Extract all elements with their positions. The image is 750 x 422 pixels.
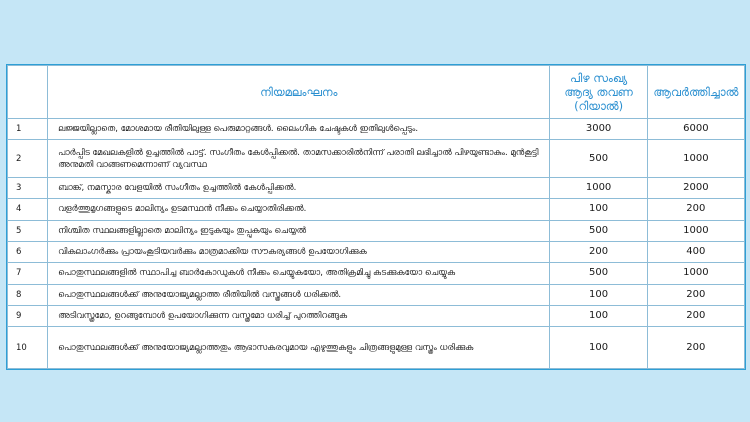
row-repeat: 200 — [647, 199, 744, 220]
header-violation: നിയമലംഘനം — [48, 66, 550, 119]
row-fine: 100 — [550, 199, 647, 220]
row-repeat: 6000 — [647, 119, 744, 140]
row-number: 7 — [8, 263, 48, 284]
row-repeat: 200 — [647, 284, 744, 305]
row-fine: 100 — [550, 284, 647, 305]
header-fine: പിഴ സംഖ്യ ആദ്യ തവണ (റിയാൽ) — [550, 66, 647, 119]
row-violation: പാർപ്പിട മേഖലകളിൽ ഉച്ചത്തിൽ പാട്ട്. സംഗീതം കേൾപ്പിക്കൽ. താമസക്കാരിൽനിന്ന് പരാതി ലഭിച്ചാൽ പിഴയുണ്ടാകും. മുൻകൂട്ടി അനുമതി വാങ്ങണമെന്നാണ് വ്യവസ്ഥ — [48, 140, 550, 178]
row-number: 1 — [8, 119, 48, 140]
row-violation: നിശ്ചിത സ്ഥലങ്ങളില്ലാതെ മാലിന്യം ഇടുകയും തുപ്പുകയും ചെയ്യൽ — [48, 220, 550, 241]
row-number: 10 — [8, 327, 48, 369]
table-row — [8, 220, 745, 241]
table-row — [8, 140, 745, 178]
row-number: 5 — [8, 220, 48, 241]
row-violation: വളർത്തുമൃഗങ്ങളുടെ മാലിന്യം ഉടമസ്ഥൻ നീക്കം ചെയ്യാതിരിക്കൽ. — [48, 199, 550, 220]
row-violation: പൊതുസ്ഥലങ്ങൾക്ക് അനുയോജ്യമല്ലാത്തതും ആഭാസകരവുമായ എഴുത്തുകളും ചിത്രങ്ങളുമുള്ള വസ്ത്രം ധരിക്കുക — [48, 327, 550, 369]
table-row — [8, 263, 745, 284]
row-violation: ബാങ്ക്, നമസ്കാര വേളയിൽ സംഗീതം ഉച്ചത്തിൽ കേൾപ്പിക്കൽ. — [48, 177, 550, 198]
row-fine: 1000 — [550, 177, 647, 198]
table-row — [8, 119, 745, 140]
table-row — [8, 199, 745, 220]
table-row — [8, 327, 745, 369]
table-header-row — [8, 66, 745, 119]
row-repeat: 200 — [647, 305, 744, 326]
row-repeat: 200 — [647, 327, 744, 369]
row-fine: 500 — [550, 140, 647, 178]
table-row — [8, 241, 745, 262]
row-fine: 100 — [550, 305, 647, 326]
row-repeat: 1000 — [647, 220, 744, 241]
table-row — [8, 284, 745, 305]
row-number: 8 — [8, 284, 48, 305]
fines-table-container — [6, 64, 746, 370]
row-violation: പൊതുസ്ഥലങ്ങളിൽ സ്ഥാപിച്ച ബാർകോഡുകൾ നീക്കം ചെയ്യുകയോ, അതിക്രമിച്ചു കടക്കുകയോ ചെയ്യുക — [48, 263, 550, 284]
row-number: 4 — [8, 199, 48, 220]
row-number: 3 — [8, 177, 48, 198]
row-repeat: 400 — [647, 241, 744, 262]
row-violation: അടിവസ്ത്രമോ, ഉറങ്ങുമ്പോൾ ഉപയോഗിക്കുന്ന വസ്ത്രമോ ധരിച്ച് പുറത്തിറങ്ങുക — [48, 305, 550, 326]
row-fine: 500 — [550, 220, 647, 241]
header-number — [8, 66, 48, 119]
row-fine: 200 — [550, 241, 647, 262]
row-fine: 3000 — [550, 119, 647, 140]
row-number: 9 — [8, 305, 48, 326]
row-violation: പൊതുസ്ഥലങ്ങൾക്ക് അനുയോജ്യമല്ലാത്ത രീതിയിൽ വസ്ത്രങ്ങൾ ധരിക്കൽ. — [48, 284, 550, 305]
row-repeat: 1000 — [647, 140, 744, 178]
table-row — [8, 305, 745, 326]
row-repeat: 2000 — [647, 177, 744, 198]
row-fine: 500 — [550, 263, 647, 284]
table-row — [8, 177, 745, 198]
fines-table — [7, 65, 745, 369]
row-number: 2 — [8, 140, 48, 178]
row-number: 6 — [8, 241, 48, 262]
row-fine: 100 — [550, 327, 647, 369]
row-violation: വികലാംഗർക്കും പ്രായംകൂടിയവർക്കും മാത്രമാക്കിയ സൗകര്യങ്ങൾ ഉപയോഗിക്കുക — [48, 241, 550, 262]
header-repeat: ആവർത്തിച്ചാൽ — [647, 66, 744, 119]
row-repeat: 1000 — [647, 263, 744, 284]
row-violation: ലജ്ജയില്ലാതെ, മോശമായ രീതിയിലുള്ള പെരുമാറ്റങ്ങൾ. ലൈംഗിക ചേഷ്ടകൾ ഇതിലുൾപ്പെടും. — [48, 119, 550, 140]
